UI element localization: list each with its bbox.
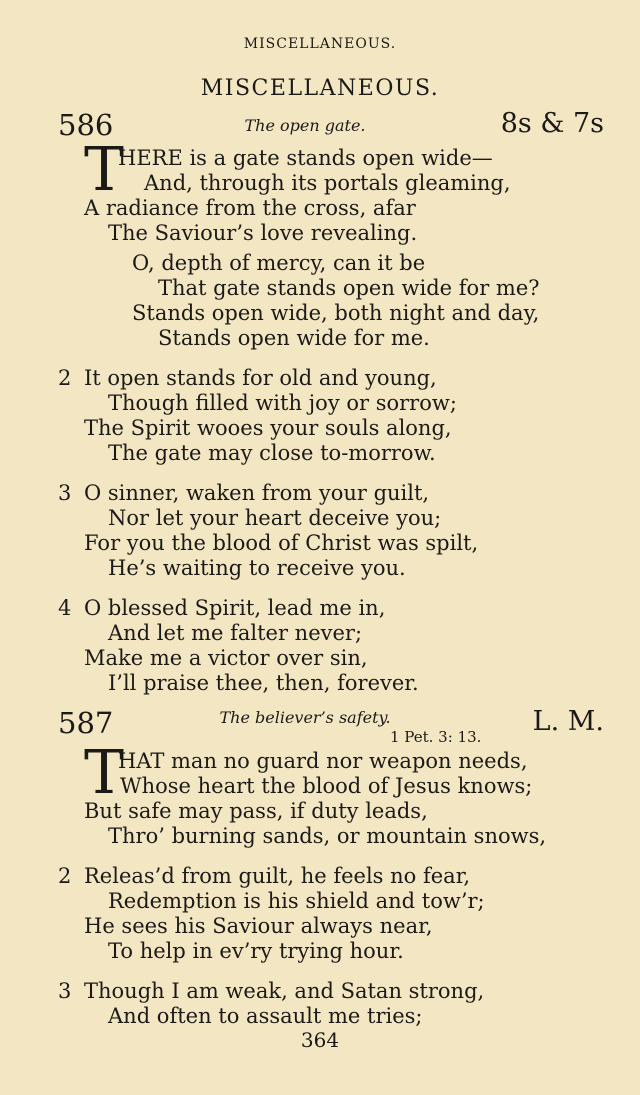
hymn-line: Releas’d from guilt, he feels no fear, (84, 864, 471, 888)
hymn-line: Stands open wide, both night and day, (132, 301, 540, 325)
hymn-line: To help in ev’ry trying hour. (108, 939, 404, 963)
hymn-line: Redemption is his shield and tow’r; (108, 889, 485, 913)
hymn-line: Stands open wide for me. (158, 326, 430, 350)
hymn-line: Whose heart the blood of Jesus knows; (120, 774, 533, 798)
hymn-line: For you the blood of Christ was spilt, (84, 531, 479, 555)
hymn-line: I’ll praise thee, then, forever. (108, 671, 419, 695)
hymn-meter: 8s & 7s (500, 108, 604, 139)
hymn-line: The Spirit wooes your souls along, (84, 416, 452, 440)
hymn-line: But safe may pass, if duty leads, (84, 799, 428, 823)
hymn-meter: L. M. (532, 706, 604, 737)
hymn-line: O blessed Spirit, lead me in, (84, 596, 386, 620)
hymn-line: Thro’ burning sands, or mountain snows, (108, 824, 547, 848)
hymn-line: Though I am weak, and Satan strong, (84, 979, 485, 1003)
hymn-line: The gate may close to-morrow. (108, 441, 436, 465)
hymn-line: HAT man no guard nor weapon needs, (118, 749, 528, 773)
hymn-line: O, depth of mercy, can it be (132, 251, 426, 275)
hymn-line: That gate stands open wide for me? (158, 276, 540, 300)
hymn-line: HERE is a gate stands open wide— (118, 146, 493, 170)
verse-number: 2 (58, 366, 72, 390)
page-number: 364 (300, 1028, 340, 1052)
hymn-line: A radiance from the cross, afar (84, 196, 416, 220)
drop-cap: T (84, 738, 125, 808)
verse-number: 3 (58, 979, 72, 1003)
verse-number: 4 (58, 596, 72, 620)
hymn-line: Though filled with joy or sorrow; (108, 391, 457, 415)
hymn-line: Nor let your heart deceive you; (108, 506, 442, 530)
hymn-line: He sees his Saviour always near, (84, 914, 433, 938)
running-head: MISCELLANEOUS. (243, 36, 397, 52)
hymn-line: And let me falter never; (108, 621, 363, 645)
hymn-line: Make me a victor over sin, (84, 646, 368, 670)
hymn-line: He’s waiting to receive you. (108, 556, 406, 580)
scripture-reference: 1 Pet. 3: 13. (390, 728, 482, 746)
hymn-title: The open gate. (244, 116, 366, 135)
drop-cap: T (84, 135, 125, 205)
hymn-number: 586 (58, 108, 114, 142)
section-title: MISCELLANEOUS. (200, 76, 440, 101)
verse-number: 2 (58, 864, 72, 888)
hymn-line: It open stands for old and young, (84, 366, 437, 390)
hymn-number: 587 (58, 706, 114, 740)
hymn-line: And, through its portals gleaming, (144, 171, 511, 195)
hymn-line: O sinner, waken from your guilt, (84, 481, 430, 505)
hymn-title: The believer’s safety. (219, 708, 391, 727)
hymn-line: The Saviour’s love revealing. (108, 221, 418, 245)
hymn-line: And often to assault me tries; (108, 1004, 423, 1028)
verse-number: 3 (58, 481, 72, 505)
